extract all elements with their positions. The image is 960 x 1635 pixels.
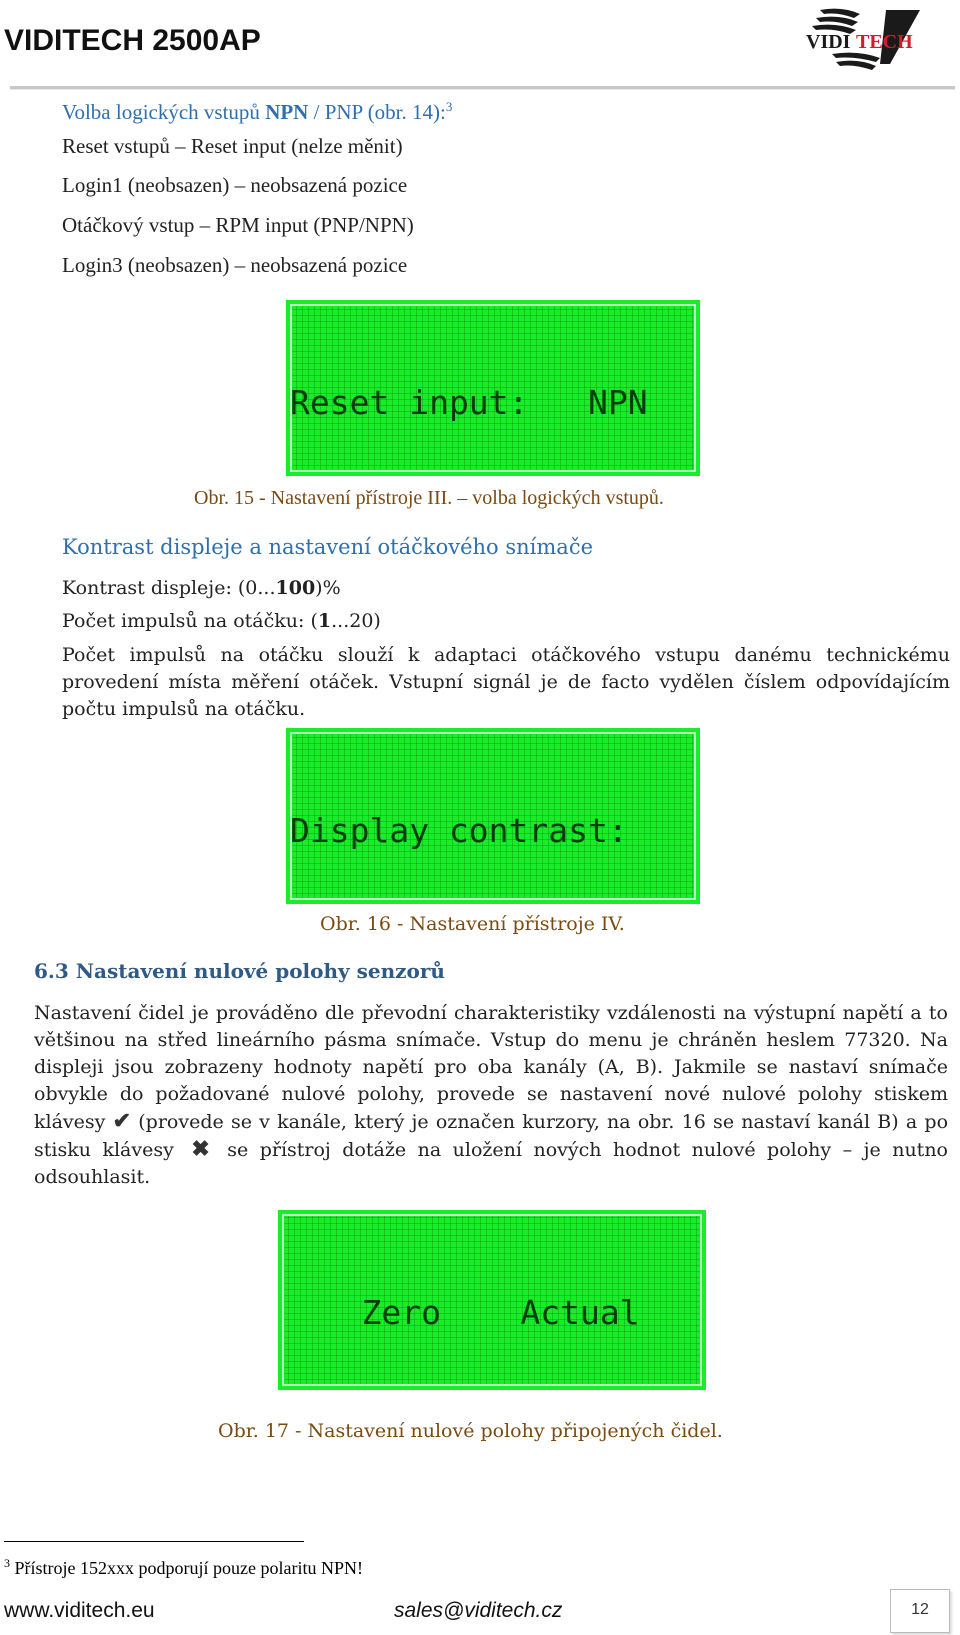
lcd-line: Reset input: NPN [290, 383, 648, 422]
zero-setting-paragraph: Nastavení čidel je prováděno dle převodní charakteristiky vzdálenosti na výstupní napětí a to většinou na střed lineárního pásma snímače. Vstup do menu je chráněn heslem 77320. Na displeji jsou zobrazeny hodnoty napětí pro oba kanály (A, B). Jakmile se nastaví snímače obvykle do požadované nulové polohy, provede se nastavení nové nulové polohy stiskem klávesy ✔ (provede se v kanále, který je označen kurzory, na obr. 16 se nastaví kanál B) a po stisku klávesy ✖ se přístroj dotáže na uložení nových hodnot nulové polohy – je nutno odsouhlasit. [34, 1002, 949, 1188]
section-npn-pnp-heading: Volba logických vstupů NPN / PNP (obr. 14):$^3$ [62, 99, 453, 124]
figure-caption-16: Obr. 16 - Nastavení přístroje IV. [320, 913, 625, 935]
lcd-zero-position [278, 1210, 706, 1390]
pulses-range: Počet impulsů na otáčku: (1...20) [62, 610, 381, 632]
figure-caption-17: Obr. 17 - Nastavení nulové polohy připojených čidel. [218, 1420, 723, 1442]
input-line-login1: Login1 (neobsazen) – neobsazená pozice [62, 173, 408, 197]
input-line-rpm: Otáčkový vstup – RPM input (PNP/NPN) [62, 213, 414, 237]
cross-icon: ✖ [191, 1136, 210, 1162]
figure-caption-15: Obr. 15 - Nastavení přístroje III. – volba logických vstupů. [194, 487, 664, 509]
input-line-login3: Login3 (neobsazen) – neobsazená pozice [62, 253, 408, 277]
lcd-logic-inputs [286, 300, 700, 476]
lcd-display-contrast [286, 728, 700, 904]
section-6-3-heading: 6.3 Nastavení nulové polohy senzorů [34, 959, 445, 983]
viditech-logo [802, 4, 924, 76]
footer-email-link[interactable]: sales@viditech.cz [394, 1599, 563, 1622]
page-number: 12 [890, 1589, 950, 1633]
svg-text:TECH: TECH [856, 31, 913, 53]
svg-text:VIDI: VIDI [806, 31, 851, 53]
check-icon: ✔ [112, 1108, 132, 1134]
footnote-rule [4, 1541, 304, 1542]
footer-website-link[interactable]: www.viditech.eu [4, 1599, 155, 1622]
footnote-ref[interactable]: 3 [445, 99, 453, 114]
footnote: $^3$ Přístroje 152xxx podporují pouze polaritu NPN! [4, 1556, 363, 1578]
section-contrast-heading: Kontrast displeje a nastavení otáčkového snímače [62, 535, 594, 559]
document-title: VIDITECH 2500AP [4, 24, 261, 57]
input-line-reset: Reset vstupů – Reset input (nelze měnit) [62, 134, 403, 158]
header-rule [10, 86, 955, 90]
lcd-line: Display contrast: [290, 811, 628, 850]
pulses-paragraph: Počet impulsů na otáčku slouží k adaptaci otáčkového vstupu danému technickému provedení místa měření otáček. Vstupní signál je de facto vydělen číslem odpovídajícím počtu impulsů na otáčku. [62, 644, 950, 720]
contrast-range: Kontrast displeje: (0...100)% [62, 577, 341, 599]
lcd-line: Zero Actual [282, 1293, 640, 1332]
